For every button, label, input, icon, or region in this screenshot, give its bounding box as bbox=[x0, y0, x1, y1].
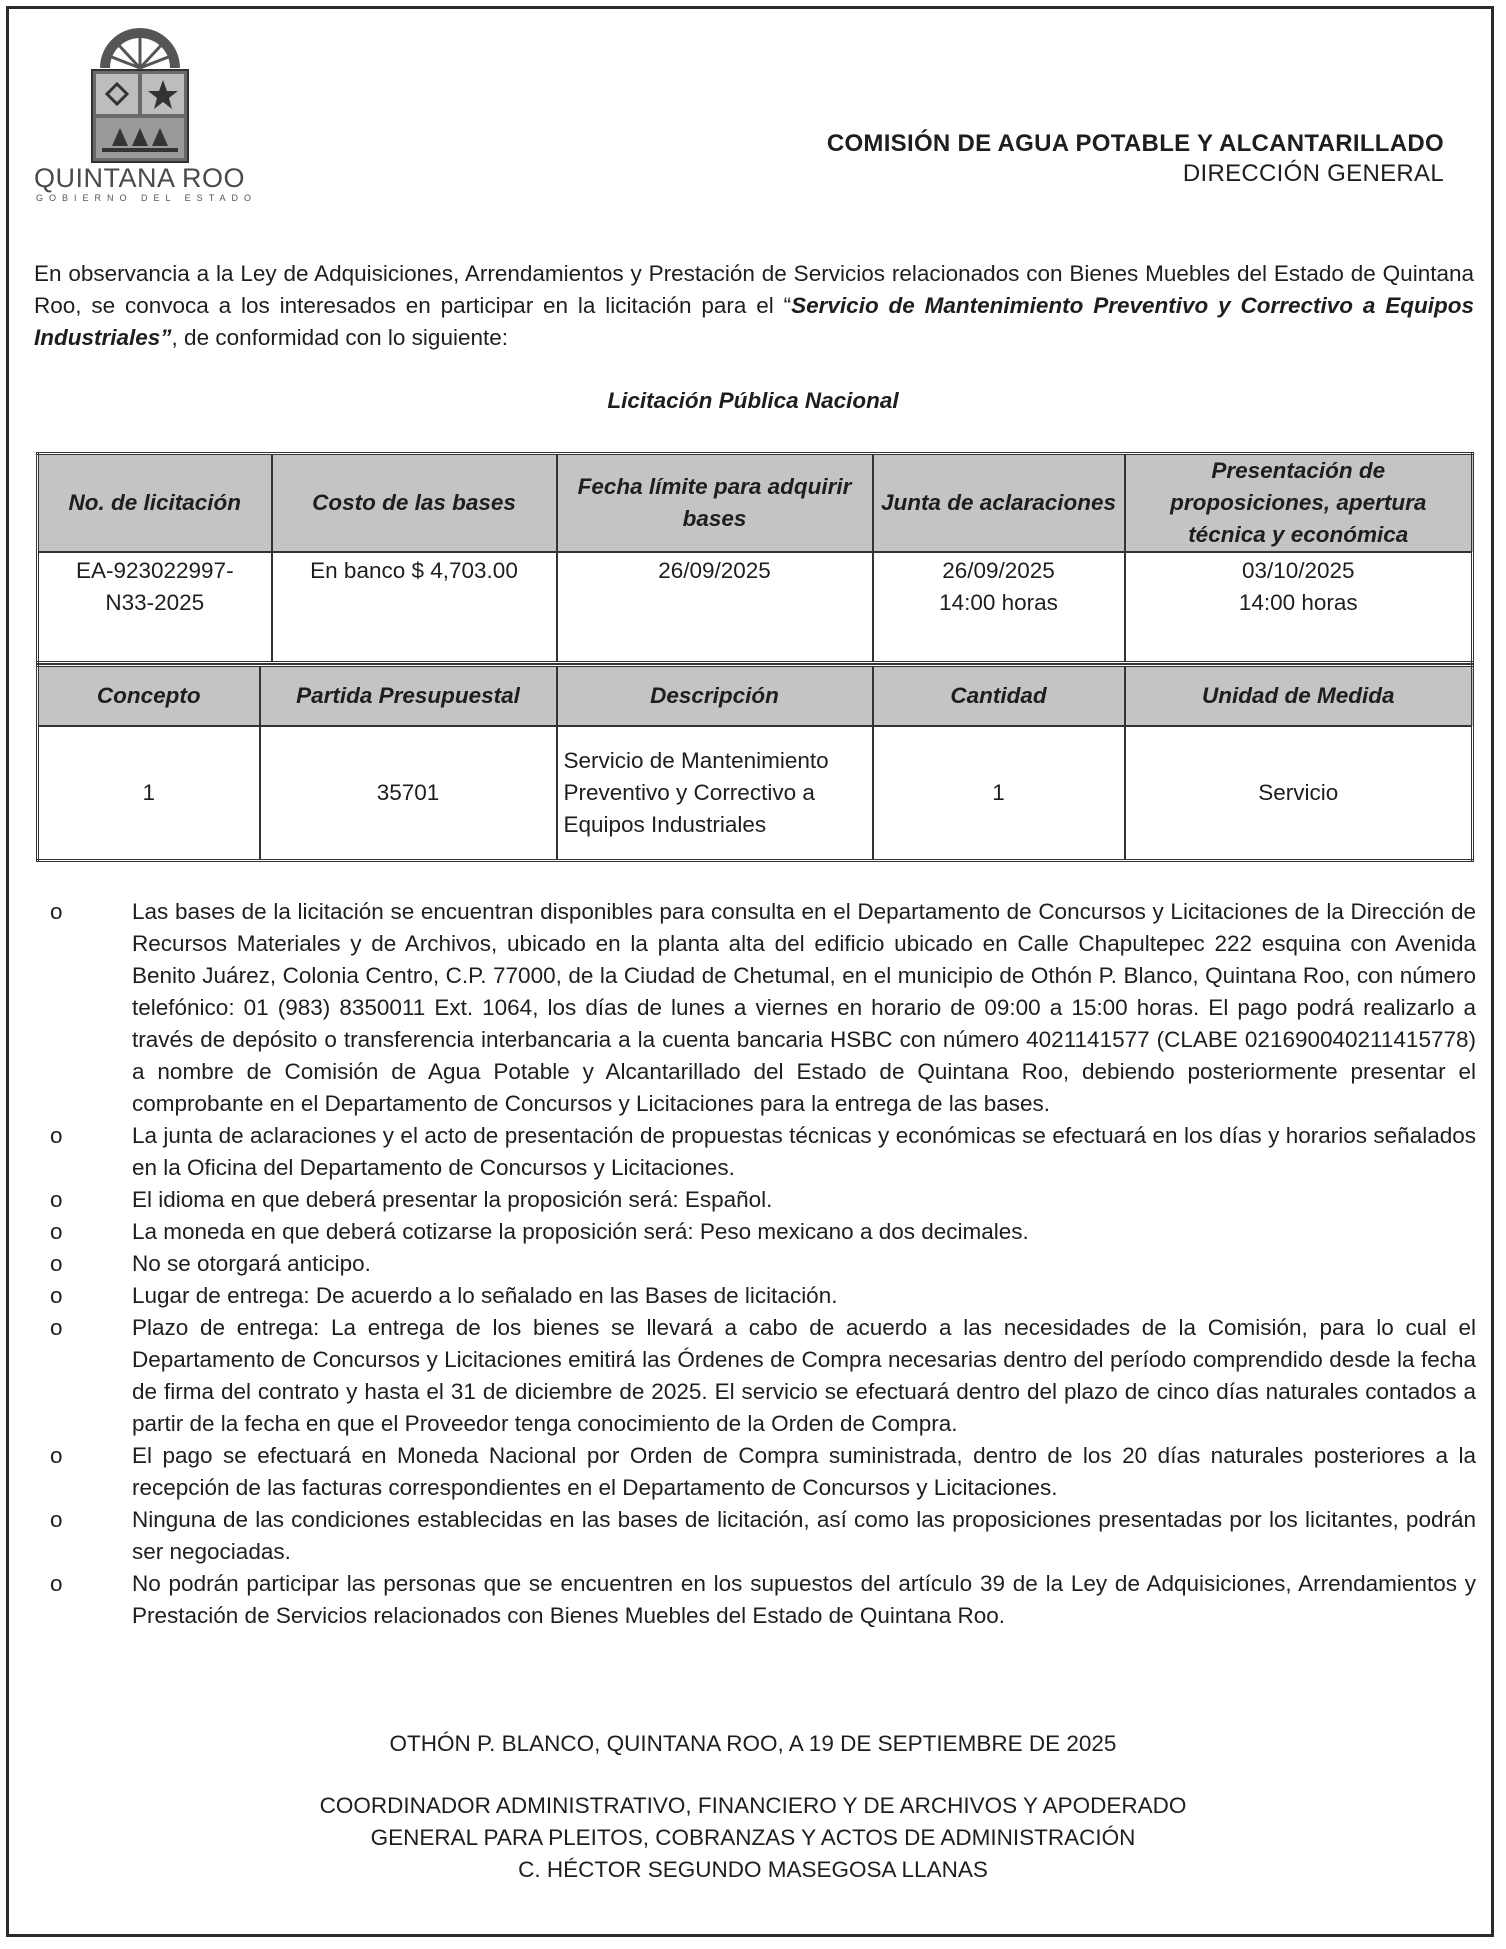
list-item bbox=[50, 896, 1476, 1120]
concept-cell: 1 bbox=[38, 726, 260, 861]
list-item-text: No se otorgará anticipo. bbox=[132, 1251, 371, 1276]
conditions-list bbox=[50, 896, 1476, 1632]
list-item-text: Las bases de la licitación se encuentran disponibles para consulta en el Departamento de Concursos y Licitaciones de la Dirección de Recursos Materiales y de Archivos, ubicado en la planta alta del edificio ubicado en Calle Chapultepec 222 esquina con Avenida Benito Juárez, Colonia Centro, C.P. 77000, de la Ciudad de Chetumal, en el municipio de Othón P. Blanco, Quintana Roo, con número telefónico: 01 (983) 8350011 Ext. 1064, los días de lunes a viernes en horario de 09:00 a 15:00 horas. El pago podrá realizarlo a través de depósito o transferencia interbancaria a la cuenta bancaria HSBC con número 4021141577 (CLABE 021690040211415778) a nombre de Comisión de Agua Potable y Alcantarillado del Estado de Quintana Roo, debiendo posteriormente presentar el comprobante en el Departamento de Concursos y Licitaciones para la entrega de las bases. bbox=[132, 899, 1476, 1116]
table-row bbox=[38, 726, 1473, 861]
header-cell: Concepto bbox=[38, 666, 260, 726]
table-header-row bbox=[38, 454, 1473, 553]
list-item-text: La junta de aclaraciones y el acto de presentación de propuestas técnicas y económicas se efectuará en los días y horarios señalados en la Oficina del Departamento de Concursos y Licitaciones. bbox=[132, 1123, 1476, 1180]
list-item-text: El pago se efectuará en Moneda Nacional por Orden de Compra suministrada, dentro de los 20 días naturales posteriores a la recepción de las facturas correspondientes en el Departamento de Concursos y Licitaciones. bbox=[132, 1443, 1476, 1500]
intro-text-1: En observancia a la Ley de Adquisiciones, Arrendamientos y Prestación de Servicios relacionados con Bienes Muebles del Estado de Quintana Roo, se convoca a los interesados en participar en la licitación para el “ bbox=[34, 261, 1474, 318]
header-cell: No. de licitación bbox=[38, 454, 272, 553]
list-item bbox=[50, 1440, 1476, 1504]
list-item-text: La moneda en que deberá cotizarse la proposición será: Peso mexicano a dos decimales. bbox=[132, 1219, 1029, 1244]
list-item bbox=[50, 1568, 1476, 1632]
coat-of-arms-icon bbox=[30, 28, 250, 168]
signature-block bbox=[0, 1790, 1506, 1886]
logo-text: QUINTANA ROO bbox=[34, 163, 246, 193]
list-item-text: Plazo de entrega: La entrega de los bienes se llevará a cabo de acuerdo a las necesidades de la Comisión, para lo cual el Departamento de Concursos y Licitaciones emitirá las Órdenes de Compra necesarias dentro del período comprendido desde la fecha de firma del contrato y hasta el 31 de diciembre de 2025. El servicio se efectuará dentro del plazo de cinco días naturales contados a partir de la fecha en que el Proveedor tenga conocimiento de la Orden de Compra. bbox=[132, 1315, 1476, 1436]
header-cell: Cantidad bbox=[873, 666, 1125, 726]
header-cell: Junta de aclaraciones bbox=[873, 454, 1125, 553]
junta-date: 26/09/2025 bbox=[942, 558, 1055, 583]
list-item bbox=[50, 1184, 1476, 1216]
bullet: o bbox=[50, 1251, 63, 1276]
bullet: o bbox=[50, 1123, 63, 1148]
intro-paragraph bbox=[34, 258, 1474, 354]
list-item bbox=[50, 1504, 1476, 1568]
tender-type-title: Licitación Pública Nacional bbox=[607, 388, 899, 413]
direction-title: DIRECCIÓN GENERAL bbox=[1182, 160, 1444, 187]
cost-cell: En banco $ 4,703.00 bbox=[272, 552, 557, 663]
logo-subtitle: GOBIERNO DEL ESTADO bbox=[36, 193, 258, 203]
list-item-text: No podrán participar las personas que se encuentren en los supuestos del artículo 39 de la Ley de Adquisiciones, Arrendamientos y Prestación de Servicios relacionados con Bienes Muebles del Estado de Quintana Roo. bbox=[132, 1571, 1476, 1628]
signer-title-line2: GENERAL PARA PLEITOS, COBRANZAS Y ACTOS DE ADMINISTRACIÓN bbox=[370, 1825, 1136, 1850]
list-item-text: Ninguna de las condiciones establecidas en las bases de licitación, así como las proposiciones presentadas por los licitantes, podrán ser negociadas. bbox=[132, 1507, 1476, 1564]
header-cell: Descripción bbox=[557, 666, 873, 726]
presentation-cell bbox=[1125, 552, 1473, 663]
partida-cell: 35701 bbox=[260, 726, 557, 861]
bullet: o bbox=[50, 1507, 63, 1532]
unit-cell: Servicio bbox=[1125, 726, 1473, 861]
header-cell: Unidad de Medida bbox=[1125, 666, 1473, 726]
bullet: o bbox=[50, 1443, 63, 1468]
junta-cell bbox=[873, 552, 1125, 663]
header-cell: Partida Presupuestal bbox=[260, 666, 557, 726]
header-cell: Presentación de proposiciones, apertura técnica y económica bbox=[1125, 454, 1473, 553]
bullet: o bbox=[50, 1283, 63, 1308]
place-date: OTHÓN P. BLANCO, QUINTANA ROO, A 19 DE SEPTIEMBRE DE 2025 bbox=[389, 1731, 1117, 1756]
header-cell: Fecha límite para adquirir bases bbox=[557, 454, 873, 553]
tender-number-line1: EA-923022997- bbox=[75, 558, 234, 583]
list-item bbox=[50, 1312, 1476, 1440]
table-row bbox=[38, 552, 1473, 663]
bullet: o bbox=[50, 1219, 63, 1244]
tender-number-cell bbox=[38, 552, 272, 663]
list-item bbox=[50, 1248, 1476, 1280]
bullet: o bbox=[50, 1571, 63, 1596]
concept-table bbox=[36, 664, 1474, 862]
intro-text-2: , de conformidad con lo siguiente: bbox=[171, 325, 509, 350]
list-item-text: El idioma en que deberá presentar la proposición será: Español. bbox=[132, 1187, 773, 1212]
bullet: o bbox=[50, 1315, 63, 1340]
table-header-row bbox=[38, 666, 1473, 726]
presentation-date: 03/10/2025 bbox=[1241, 558, 1355, 583]
bullet: o bbox=[50, 1187, 63, 1212]
bullet: o bbox=[50, 899, 63, 924]
document-header bbox=[827, 130, 1444, 188]
signer-title-line1: COORDINADOR ADMINISTRATIVO, FINANCIERO Y DE ARCHIVOS Y APODERADO bbox=[319, 1793, 1187, 1818]
signer-name: C. HÉCTOR SEGUNDO MASEGOSA LLANAS bbox=[518, 1857, 988, 1882]
list-item bbox=[50, 1120, 1476, 1184]
organization-title: COMISIÓN DE AGUA POTABLE Y ALCANTARILLADO bbox=[826, 130, 1444, 157]
list-item-text: Lugar de entrega: De acuerdo a lo señalado en las Bases de licitación. bbox=[132, 1283, 838, 1308]
junta-time: 14:00 horas bbox=[939, 590, 1058, 615]
description-cell: Servicio de Mantenimiento Preventivo y Correctivo a Equipos Industriales bbox=[557, 726, 873, 861]
presentation-time: 14:00 horas bbox=[1238, 590, 1358, 615]
tender-number-line2: N33-2025 bbox=[105, 590, 205, 615]
deadline-cell: 26/09/2025 bbox=[557, 552, 873, 663]
list-item bbox=[50, 1216, 1476, 1248]
service-name: Servicio de Mantenimiento Preventivo y Correctivo a Equipos Industriales” bbox=[34, 293, 1474, 350]
header-cell: Costo de las bases bbox=[272, 454, 557, 553]
tender-info-table bbox=[36, 452, 1474, 664]
list-item bbox=[50, 1280, 1476, 1312]
quantity-cell: 1 bbox=[873, 726, 1125, 861]
